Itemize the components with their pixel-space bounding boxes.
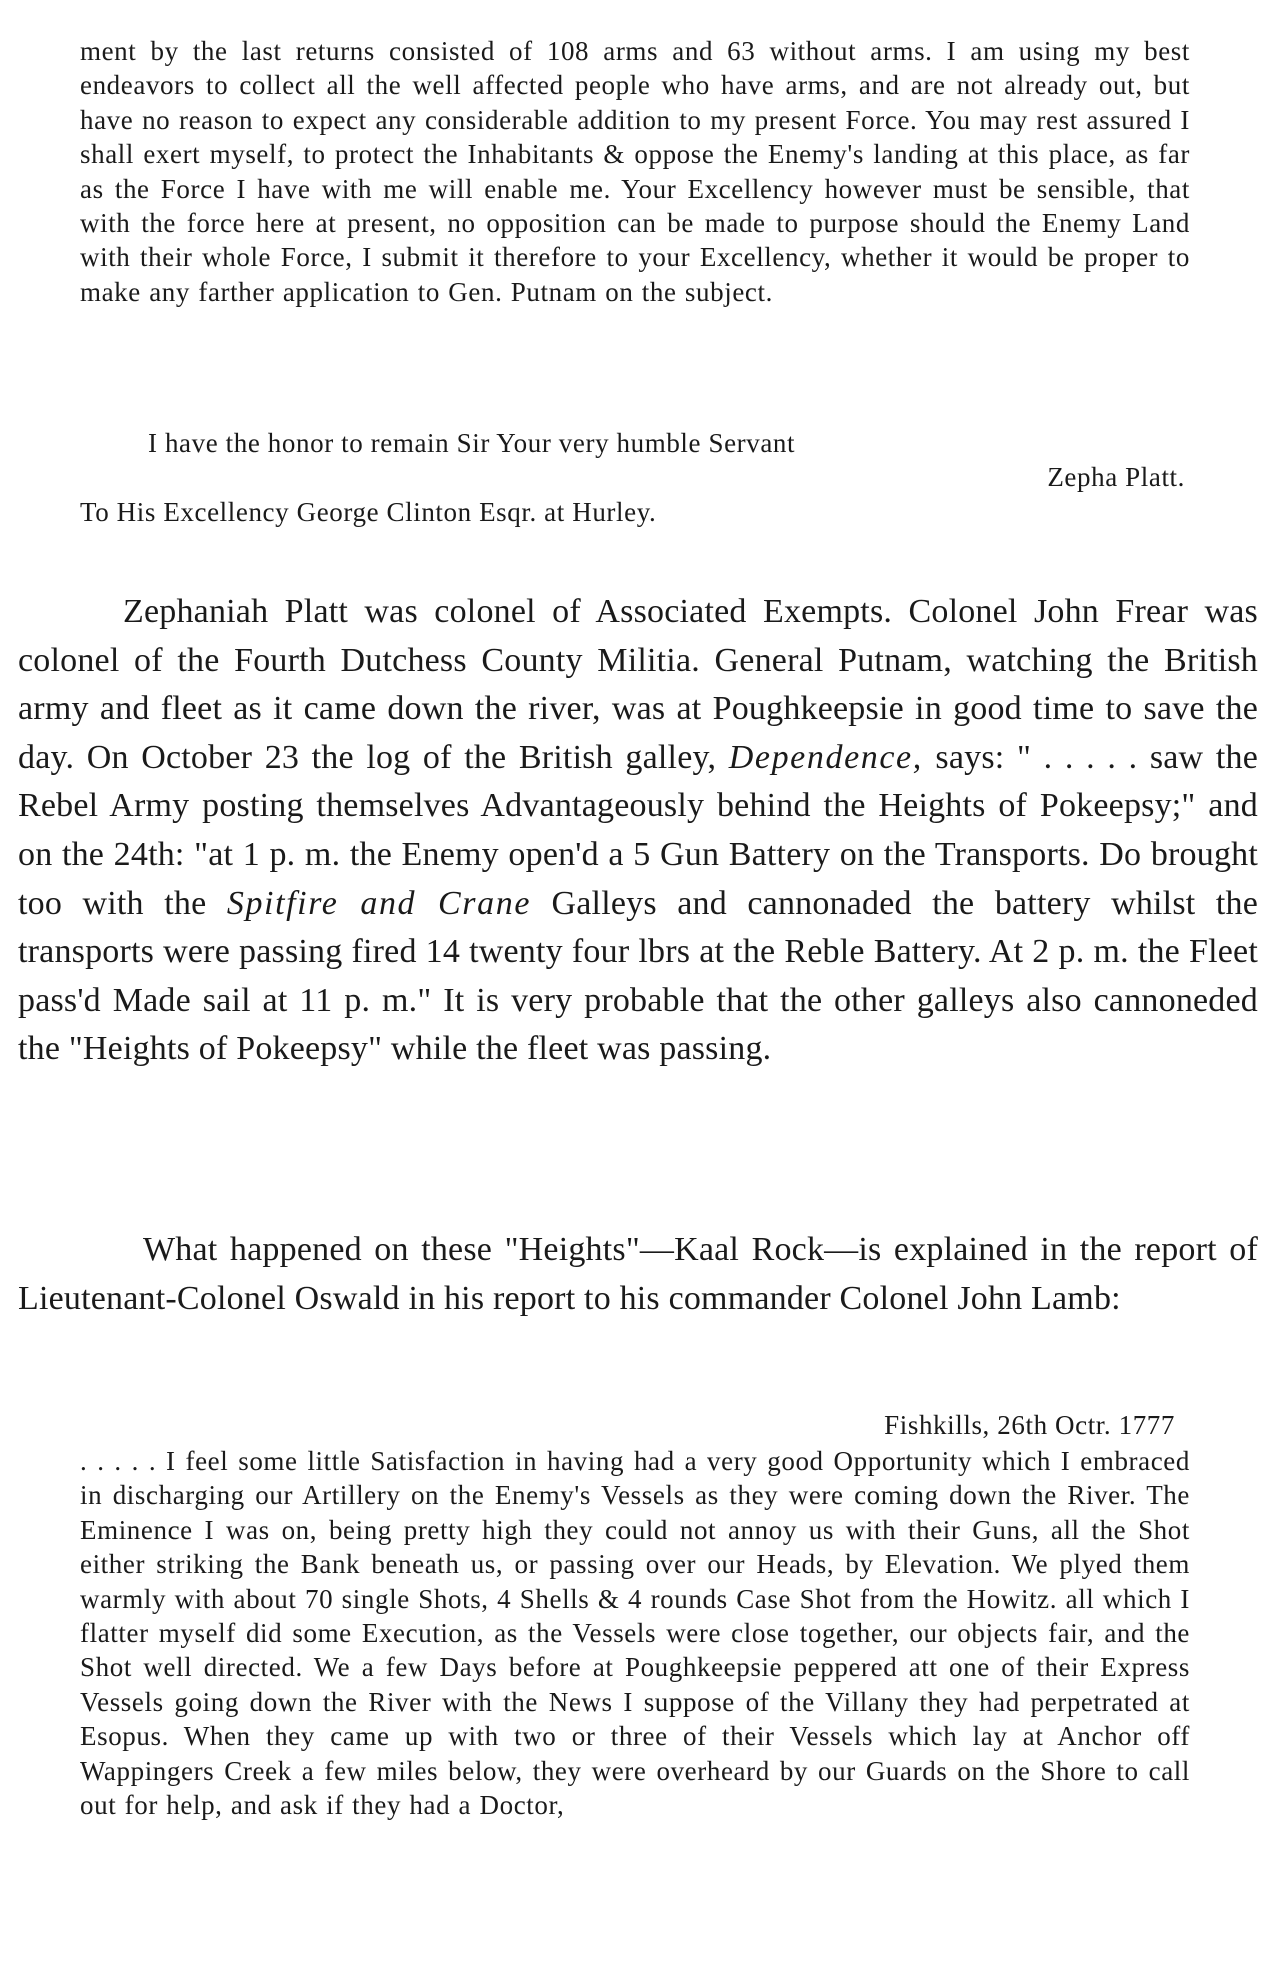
platt-letter-body — [80, 34, 1190, 309]
platt-letter-text: ment by the last returns consisted of 108 arms and 63 without arms. I am using my best endeavors to collect all the well affected people who have arms, and are not already out, but have no reason to expect any considerable addition to my present Force. You may rest assured I shall exert myself, to protect the Inhabitants & oppose the Enemy's landing at this place, as far as the Force I have with me will enable me. Your Excellency however must be sensible, that with the force here at present, no opposition can be made to purpose should the Enemy Land with their whole Force, I submit it therefore to your Excellency, whether it would be proper to make any farther application to Gen. Putnam on the subject. — [80, 36, 1190, 307]
paragraph-text-part2: says: " . . . . . saw the Rebel Army posting themselves Advantageously behind the Heights of Pokeepsy;" and on the 24th: "at 1 p. m. the Enemy open'd a 5 Gun Battery on the Transports. Do brought too with the — [18, 738, 1258, 922]
ship-names-spitfire-crane: Spitfire and Crane — [226, 884, 532, 922]
paragraph-text-part1: Zephaniah Platt was colonel of Associated Exempts. Colonel John Frear was colonel of the Fourth Dutchess County Militia. General Putnam, watching the British army and fleet as it came down the river, was at Poughkeepsie in good time to save the day. On October 23 the log of the British galley, — [18, 593, 1258, 776]
body-paragraph-platt — [18, 588, 1258, 1074]
letter-address: To His Excellency George Clinton Esqr. at Hurley. — [80, 497, 657, 527]
paragraph-text: What happened on these "Heights"—Kaal Rock—is explained in the report of Lieutenant-Colonel Oswald in his report to his commander Colonel John Lamb: — [18, 1231, 1258, 1317]
ship-name-dependence: Dependence, — [728, 738, 923, 776]
body-paragraph-kaal-rock — [18, 1226, 1258, 1323]
letter-signature: Zepha Platt. — [1047, 462, 1185, 492]
letter-closing: I have the honor to remain Sir Your very humble Servant — [148, 428, 796, 458]
oswald-letter-text: . . . . . I feel some little Satisfaction in having had a very good Opportunity which I embraced in discharging our Artillery on the Enemy's Vessels as they were coming down the River. The Eminence I was on, being pretty high they could not annoy us with their Guns, all the Shot either striking the Bank beneath us, or passing over our Heads, by Elevation. We plyed them warmly with about 70 single Shots, 4 Shells & 4 rounds Case Shot from the Howitz. all which I flatter myself did some Execution, as the Vessels were close together, our objects fair, and the Shot well directed. We a few Days before at Poughkeepsie peppered att one of their Express Vessels going down the River with the News I suppose of the Villany they had perpetrated at Esopus. When they came up with two or three of their Vessels which lay at Anchor off Wappingers Creek a few miles below, they were overheard by our Guards on the Shore to call out for help, and ask if they had a Doctor, — [80, 1446, 1190, 1821]
paragraph-text-part3: Galleys and cannonaded the battery whilst the transports were passing fired 14 twenty four lbrs at the Reble Battery. At 2 p. m. the Fleet pass'd Made sail at 11 p. m." It is very probable that the other galleys also cannoneded the "Heights of Pokeepsy" while the fleet was passing. — [18, 884, 1259, 1068]
oswald-letter-dateline: Fishkills, 26th Octr. 1777 — [884, 1410, 1175, 1440]
paragraph-text — [18, 588, 1258, 1074]
oswald-letter-body — [80, 1444, 1190, 1822]
